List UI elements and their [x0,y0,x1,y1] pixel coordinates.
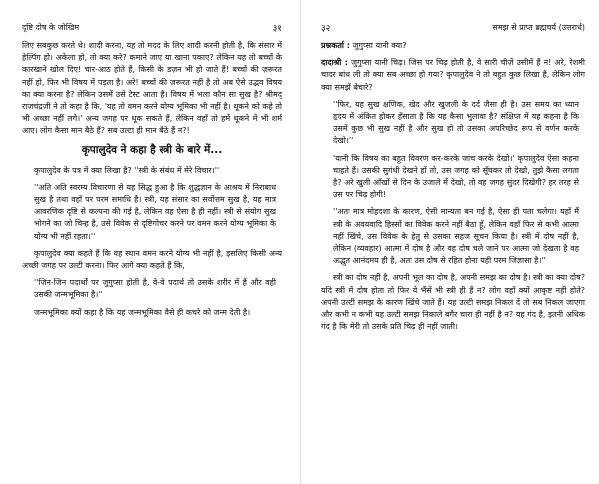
paragraph: लिए सबकुछ करते थे। शादी करना, यह तो मदद के लिए शादी करनी होती है, कि संसार में हेल्पिंग हो। अकेला हो, तो क्या करे? कमाने जाए या खाना पकाए? लेकिन यह तो बच्चों के कारखाने खोल दिए! चार-आठ होते हैं, किसी के डज़न भी हो जाते हैं! बच्चों की ज़रूरत नहीं हो, फिर भी विषय में पड़ता है। अरे! बच्चों की ज़रूरत नहीं है तो अब ऐसे उद्भव विषय का क्या करना है? लेकिन उसमें उसे टेस्ट आता है। विषय में भला कौन सा सुख है? श्रीमद् राजचंद्रजी ने तो कहा है कि, 'यह तो वमन करने योग्य भूमिका भी नहीं है। थूकने को कहे तो भी अच्छा नहीं लगे।' अन्य जगह पर थूक सकते हैं, लेकिन वहाँ तो हमें थूकने में भी शर्म आए। लोग कैसा मान बैठे हैं? सब उल्टा ही मान बैठे हैं न?! [22,41,282,136]
quotation: ''जिन-जिन पदार्थों पर जुगुप्सा होती है, वे-वे पदार्थ तो उसके शरीर में हैं और वही उसकी जन्मभूमिका है।'' [34,278,276,300]
paragraph: कृपालुदेव क्या कहते हैं कि वह स्थान वमन करने योग्य भी नहीं है, इसलिए किसी अन्य अच्छी जगह पर उल्टी करना। फिर आगे क्या कहते हैं कि, [22,248,282,271]
question-text: जुगुप्सा यानी क्या? [352,41,407,50]
quotation: 'यानी कि विषय का बहुत विवरण कर-करके जांच करके देखो।' कृपालुदेव ऐसा कहना चाहते हैं। उसकी सुगंधी देखने हों तो, उस जगह को सूँघकर तो देखो, तुझे कैसा लगता है? अरे खुली आँखों से दिन के उजाले में देखो, तो वह जगह सुंदर दिखेगी? हर तरह से उस पर चिढ़ होगी! [333,153,579,200]
paragraph: कृपालुदेव के पत्र में क्या लिखा है? ''स्त्री के संबंध में मेरे विचार।'' [34,165,220,175]
paragraph: स्त्री का दोष नहीं है, अपनी भूल का दोष है, अपनी समझ का दोष है। स्त्री का क्या दोष? यदि स्त्री में दोष होता तो फिर ये भैंसें भी स्त्री ही हैं न? लोग वहाँ क्यों आकृष्ट नहीं होते? अपनी उल्टी समझ के कारण खिंचे जाते हैं। यह उल्टी समझ निकल दें तो सब निकल जाएगा और कभी न कभी यह उल्टी समझ निकाले बगैर चारा ही नहीं है न? यह गंद है, इतनी अधिक गंद है कि मेरी तो उसके प्रति चिढ़ ही नहीं जाती। [321,273,585,332]
page-number: ३१ [272,23,282,34]
paragraph: जन्मभूमिका क्यों कहा है कि यह जन्मभूमिका वैसे ही कचरे को जन्म देती है। [34,307,251,317]
answer-paragraph [321,57,585,94]
quotation: ''फिर, यह सुख क्षणिक, खेद और खुजली के दर्द जैसा ही है। उस समय का ध्यान हृदय में अंकित होकर हँसाता है कि यह कैसा भुलावा है? संक्षिप्त में यह कहना है कि उसमें कुछ भी सुख नहीं है और सुख हो तो उसका अपरिच्छेद रूप से वर्णन करके देखो।'' [333,99,579,146]
page-header [22,20,282,34]
quotation: ''अति अति स्वरम्य विचारणा से यह सिद्ध हुआ है कि शुद्धज्ञान के आश्रय में निराबाध सुख है तथा वहाँ पर परम समाधि है। स्त्री, यह संसार का सर्वोत्तम सुख है, यह मात्र आवरणिक दृष्टि से कल्पना की गई है, लेकिन वह ऐसा है ही नहीं। स्त्री से संयोग सुख भोगने का जो चिन्ह है, उसे विवेक से दृष्टिगोचर करने पर वमन करने योग्य भूमिका के योग्य भी नहीं रहता।'' [34,182,276,241]
page-number: ३२ [321,23,331,34]
running-title: दृष्टि दोष के जोखिम [22,22,80,32]
answer-text: जुगुप्सा यानी चिढ़। जिस पर चिढ़ होती है, वे सारी चीज़ें उसीमें हैं न! अरे, रेशमी चादर बांध ली तो क्या सब अच्छा हो गया? कृपालुदेव ने तो बहुत कुछ लिखा है, लेकिन लोग क्या समझें बेचारे? [321,58,585,92]
quotation: ''अतः मात्र मोहदशा के कारण, ऐसी मान्यता बन गई है, ऐसा ही पता चलेगा। यहाँ मैं स्त्री के अवयवादि हिस्सों का विवेक करने नहीं बैठा हूँ, लेकिन वहाँ फिर से कभी आत्मा नहीं खिंचे, उस विवेक के हेतु से उसका सहज सूचन किया है। स्त्री में दोष नहीं है, लेकिन (व्यवहार) आत्मा में दोष है और वह दोष चले जाने पर आत्मा जो देखता है वह अद्भुत आनंदमय ही है, अतः उस दोष से रहित होना यही परम जिज्ञासा है।'' [333,207,579,266]
section-heading: कृपालुदेव ने कहा है स्त्री के बारे में... [81,143,223,156]
right-page [300,0,599,484]
question-paragraph [321,40,585,52]
speaker-label: प्रश्नकर्ता : [321,41,350,50]
speaker-label: दादाश्री : [321,58,348,68]
page-header [321,20,585,34]
running-title: समझ से प्राप्त ब्रह्मचर्य (उत्तरार्ध) [492,22,585,32]
